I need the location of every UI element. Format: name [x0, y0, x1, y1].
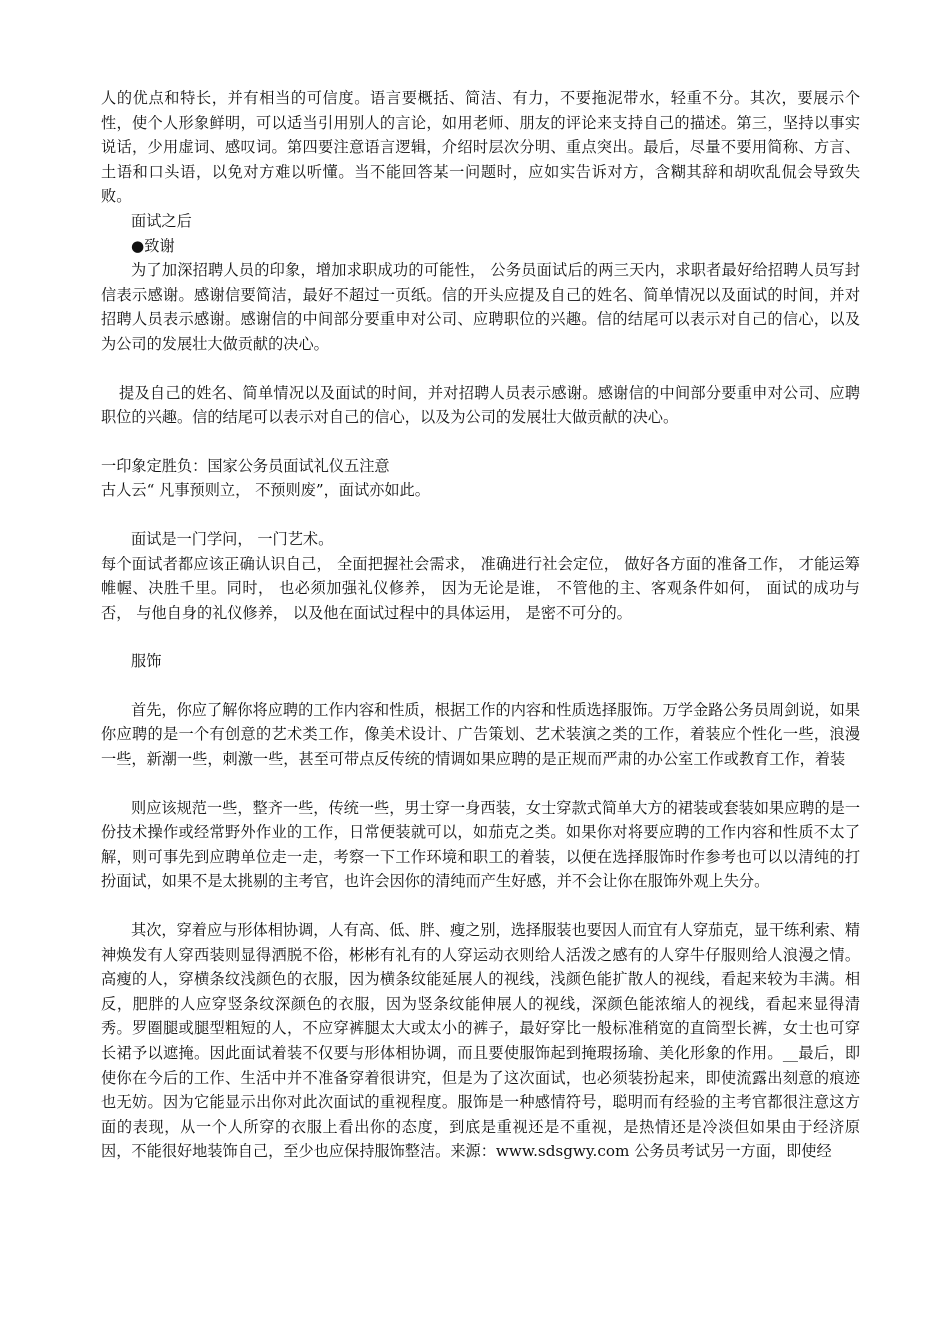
- heading-after-interview: 面试之后: [131, 211, 192, 230]
- paragraph-clothing-standard: 则应该规范一些，整齐一些，传统一些，男士穿一身西装，女士穿款式简单大方的裙装或套装如果应聘的是一份技术操作或经常野外作业的工作，日常便装就可以，如茄克之类。如果你对将要应聘的工作内容和性质不太了解，则可事先到应聘单位走一走，考察一下工作环境和职工的着装，以便在选择服饰时作参考也可以以清纯的打扮面试，如果不是太挑剔的主考官，也许会因你的清纯而产生好感，并不会让你在服饰外观上失分。: [101, 798, 860, 891]
- paragraph-thank-you-letter: 为了加深招聘人员的印象，增加求职成功的可能性， 公务员面试后的两三天内，求职者最好给招聘人员写封信表示感谢。感谢信要简洁，最好不超过一页纸。信的开头应提及自己的姓名、简单情况以及面试的时间，并对招聘人员表示感谢。感谢信的中间部分要重申对公司、应聘职位的兴趣。信的结尾可以表示对自己的信心，以及为公司的发展壮大做贡献的决心。: [101, 261, 860, 353]
- paragraph-clothing-first: 首先，你应了解你将应聘的工作内容和性质，根据工作的内容和性质选择服饰。万学金路公务员周剑说，如果你应聘的是一个有创意的艺术类工作，像美术设计、广告策划、艺术装演之类的工作，着装应个性化一些，浪漫一些，新潮一些，刺激一些，甚至可带点反传统的情调如果应聘的是正规而严肃的办公室工作或教育工作，着装: [101, 700, 860, 769]
- paragraph-letter-repeat: 提及自己的姓名、简单情况以及面试的时间，并对招聘人员表示感谢。感谢信的中间部分要重申对公司、应聘职位的兴趣。信的结尾可以表示对自己的信心，以及为公司的发展壮大做贡献的决心。: [101, 383, 860, 427]
- paragraph-interview-art: 面试是一门学问， 一门艺术。: [131, 529, 334, 548]
- bullet-thanks: ●致谢: [131, 236, 175, 255]
- heading-clothing: 服饰: [131, 652, 162, 671]
- paragraph-self-introduction: 人的优点和特长，并有相当的可信度。语言要概括、简洁、有力，不要拖泥带水，轻重不分。其次，要展示个性，使个人形象鲜明，可以适当引用别人的言论，如用老师、朋友的评论来支持自己的描述。第三，坚持以事实说话，少用虚词、感叹词。第四要注意语言逻辑，介绍时层次分明、重点突出。最后，尽量不要用简称、方言、土语和口头语，以免对方难以听懂。当不能回答某一问题时，应如实告诉对方，含糊其辞和胡吹乱侃会导致失败。: [101, 89, 860, 206]
- heading-etiquette-title: 一印象定胜负：国家公务员面试礼仪五注意: [101, 456, 390, 475]
- paragraph-clothing-body-shape: 其次，穿着应与形体相协调，人有高、低、胖、瘦之别，选择服装也要因人而宜有人穿茄克，显干练利索、精神焕发有人穿西装则显得洒脱不俗，彬彬有礼有的人穿运动衣则给人活泼之感有的人穿牛仔服则给人浪漫之情。高瘦的人，穿横条纹浅颜色的衣服，因为横条纹能延展人的视线，浅颜色能扩散人的视线，看起来较为丰满。相反，肥胖的人应穿竖条纹深颜色的衣服，因为竖条纹能伸展人的视线，深颜色能浓缩人的视线，看起来显得清秀。罗圈腿或腿型粗短的人，不应穿裤腿太大或太小的裤子，最好穿比一般标准稍宽的直筒型长裤，女士也可穿长裙予以遮掩。因此面试着装不仅要与形体相协调，而且要使服饰起到掩瑕扬瑜、美化形象的作用。__最后，即使你在今后的工作、生活中并不准备穿着很讲究，但是为了这次面试，也必须装扮起来，即使流露出刻意的痕迹也无妨。因为它能显示出你对此次面试的重视程度。服饰是一种感情符号，聪明而有经验的主考官都很注意这方面的表现，从一个人所穿的衣服上看出你的态度，到底是重视还是不重视，是热情还是冷淡但如果由于经济原因，不能很好地装饰自己，至少也应保持服饰整洁。来源：www.sdsgwy.com 公务员考试另一方面，即使经: [101, 921, 860, 1161]
- paragraph-etiquette-importance: 每个面试者都应该正确认识自己， 全面把握社会需求， 准确进行社会定位， 做好各方面的准备工作， 才能运筹帷幄、决胜千里。同时， 也必须加强礼仪修养， 因为无论是谁， 不管他的主、客观条件如何， 面试的成功与否， 与他自身的礼仪修养， 以及他在面试过程中的具体运用， 是密不可分的。: [101, 554, 860, 622]
- paragraph-proverb: 古人云“ 凡事预则立， 不预则废”，面试亦如此。: [101, 481, 430, 500]
